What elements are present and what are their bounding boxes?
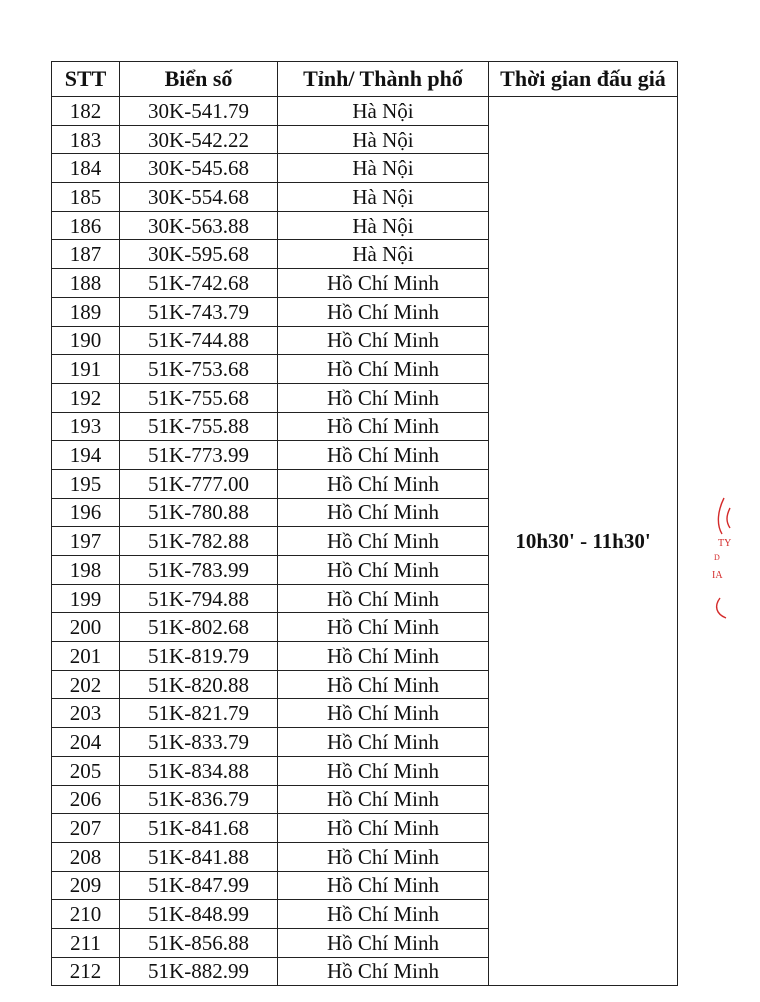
row-plate-cell: 51K-753.68 bbox=[120, 355, 278, 384]
row-plate-cell: 51K-794.88 bbox=[120, 584, 278, 613]
row-plate-cell: 30K-542.22 bbox=[120, 125, 278, 154]
row-province-cell: Hồ Chí Minh bbox=[278, 556, 489, 585]
row-stt-cell: 209 bbox=[52, 871, 120, 900]
row-plate-cell: 30K-554.68 bbox=[120, 183, 278, 212]
row-stt-cell: 197 bbox=[52, 527, 120, 556]
row-plate-cell: 51K-820.88 bbox=[120, 670, 278, 699]
row-stt-cell: 206 bbox=[52, 785, 120, 814]
row-province-cell: Hồ Chí Minh bbox=[278, 469, 489, 498]
row-stt-cell: 194 bbox=[52, 441, 120, 470]
row-plate-cell: 30K-563.88 bbox=[120, 211, 278, 240]
header-plate: Biển số bbox=[120, 62, 278, 97]
row-stt-cell: 195 bbox=[52, 469, 120, 498]
row-plate-cell: 51K-742.68 bbox=[120, 269, 278, 298]
row-province-cell: Hồ Chí Minh bbox=[278, 269, 489, 298]
row-stt-cell: 190 bbox=[52, 326, 120, 355]
row-province-cell: Hồ Chí Minh bbox=[278, 842, 489, 871]
row-plate-cell: 51K-755.68 bbox=[120, 383, 278, 412]
row-plate-cell: 51K-743.79 bbox=[120, 297, 278, 326]
row-plate-cell: 51K-773.99 bbox=[120, 441, 278, 470]
row-stt-cell: 208 bbox=[52, 842, 120, 871]
row-plate-cell: 51K-836.79 bbox=[120, 785, 278, 814]
row-province-cell: Hồ Chí Minh bbox=[278, 383, 489, 412]
row-plate-cell: 51K-782.88 bbox=[120, 527, 278, 556]
row-province-cell: Hồ Chí Minh bbox=[278, 355, 489, 384]
stamp-fragment-3: IA bbox=[712, 570, 723, 581]
row-province-cell: Hà Nội bbox=[278, 97, 489, 126]
row-stt-cell: 204 bbox=[52, 728, 120, 757]
row-plate-cell: 51K-755.88 bbox=[120, 412, 278, 441]
row-stt-cell: 186 bbox=[52, 211, 120, 240]
row-province-cell: Hà Nội bbox=[278, 211, 489, 240]
row-stt-cell: 207 bbox=[52, 814, 120, 843]
row-province-cell: Hồ Chí Minh bbox=[278, 584, 489, 613]
row-stt-cell: 184 bbox=[52, 154, 120, 183]
row-plate-cell: 51K-841.88 bbox=[120, 842, 278, 871]
row-province-cell: Hà Nội bbox=[278, 154, 489, 183]
row-plate-cell: 51K-783.99 bbox=[120, 556, 278, 585]
row-plate-cell: 51K-821.79 bbox=[120, 699, 278, 728]
row-plate-cell: 51K-882.99 bbox=[120, 957, 278, 986]
header-province: Tỉnh/ Thành phố bbox=[278, 62, 489, 97]
row-stt-cell: 193 bbox=[52, 412, 120, 441]
row-province-cell: Hồ Chí Minh bbox=[278, 642, 489, 671]
row-stt-cell: 211 bbox=[52, 928, 120, 957]
row-province-cell: Hồ Chí Minh bbox=[278, 785, 489, 814]
row-stt-cell: 185 bbox=[52, 183, 120, 212]
table-row bbox=[52, 97, 678, 126]
row-stt-cell: 182 bbox=[52, 97, 120, 126]
row-stt-cell: 200 bbox=[52, 613, 120, 642]
row-stt-cell: 191 bbox=[52, 355, 120, 384]
row-plate-cell: 51K-777.00 bbox=[120, 469, 278, 498]
row-stt-cell: 189 bbox=[52, 297, 120, 326]
row-stt-cell: 187 bbox=[52, 240, 120, 269]
row-plate-cell: 51K-848.99 bbox=[120, 900, 278, 929]
row-province-cell: Hồ Chí Minh bbox=[278, 297, 489, 326]
row-stt-cell: 203 bbox=[52, 699, 120, 728]
red-stamp bbox=[700, 490, 760, 630]
row-plate-cell: 51K-780.88 bbox=[120, 498, 278, 527]
row-plate-cell: 51K-833.79 bbox=[120, 728, 278, 757]
row-plate-cell: 30K-541.79 bbox=[120, 97, 278, 126]
row-province-cell: Hồ Chí Minh bbox=[278, 527, 489, 556]
row-province-cell: Hồ Chí Minh bbox=[278, 957, 489, 986]
row-province-cell: Hồ Chí Minh bbox=[278, 699, 489, 728]
row-province-cell: Hồ Chí Minh bbox=[278, 326, 489, 355]
row-plate-cell: 51K-841.68 bbox=[120, 814, 278, 843]
auction-schedule-table bbox=[51, 61, 678, 986]
row-province-cell: Hà Nội bbox=[278, 125, 489, 154]
row-province-cell: Hồ Chí Minh bbox=[278, 441, 489, 470]
row-stt-cell: 205 bbox=[52, 756, 120, 785]
row-stt-cell: 199 bbox=[52, 584, 120, 613]
row-plate-cell: 51K-834.88 bbox=[120, 756, 278, 785]
row-plate-cell: 30K-595.68 bbox=[120, 240, 278, 269]
row-province-cell: Hồ Chí Minh bbox=[278, 670, 489, 699]
row-stt-cell: 202 bbox=[52, 670, 120, 699]
header-row bbox=[52, 62, 678, 97]
row-province-cell: Hồ Chí Minh bbox=[278, 498, 489, 527]
stamp-fragment-2: D bbox=[714, 553, 720, 562]
header-auction-time: Thời gian đấu giá bbox=[489, 62, 678, 97]
row-stt-cell: 201 bbox=[52, 642, 120, 671]
row-stt-cell: 192 bbox=[52, 383, 120, 412]
header-stt: STT bbox=[52, 62, 120, 97]
row-stt-cell: 198 bbox=[52, 556, 120, 585]
row-plate-cell: 30K-545.68 bbox=[120, 154, 278, 183]
row-stt-cell: 212 bbox=[52, 957, 120, 986]
row-province-cell: Hồ Chí Minh bbox=[278, 900, 489, 929]
row-province-cell: Hồ Chí Minh bbox=[278, 412, 489, 441]
stamp-fragment-1: TY bbox=[718, 538, 732, 549]
row-province-cell: Hồ Chí Minh bbox=[278, 613, 489, 642]
row-stt-cell: 183 bbox=[52, 125, 120, 154]
row-plate-cell: 51K-819.79 bbox=[120, 642, 278, 671]
row-plate-cell: 51K-802.68 bbox=[120, 613, 278, 642]
row-province-cell: Hồ Chí Minh bbox=[278, 871, 489, 900]
row-province-cell: Hồ Chí Minh bbox=[278, 814, 489, 843]
row-plate-cell: 51K-856.88 bbox=[120, 928, 278, 957]
auction-time-cell: 10h30' - 11h30' bbox=[489, 97, 678, 986]
row-province-cell: Hà Nội bbox=[278, 240, 489, 269]
row-province-cell: Hà Nội bbox=[278, 183, 489, 212]
row-stt-cell: 196 bbox=[52, 498, 120, 527]
row-stt-cell: 188 bbox=[52, 269, 120, 298]
row-stt-cell: 210 bbox=[52, 900, 120, 929]
row-plate-cell: 51K-744.88 bbox=[120, 326, 278, 355]
row-province-cell: Hồ Chí Minh bbox=[278, 756, 489, 785]
row-plate-cell: 51K-847.99 bbox=[120, 871, 278, 900]
row-province-cell: Hồ Chí Minh bbox=[278, 728, 489, 757]
row-province-cell: Hồ Chí Minh bbox=[278, 928, 489, 957]
